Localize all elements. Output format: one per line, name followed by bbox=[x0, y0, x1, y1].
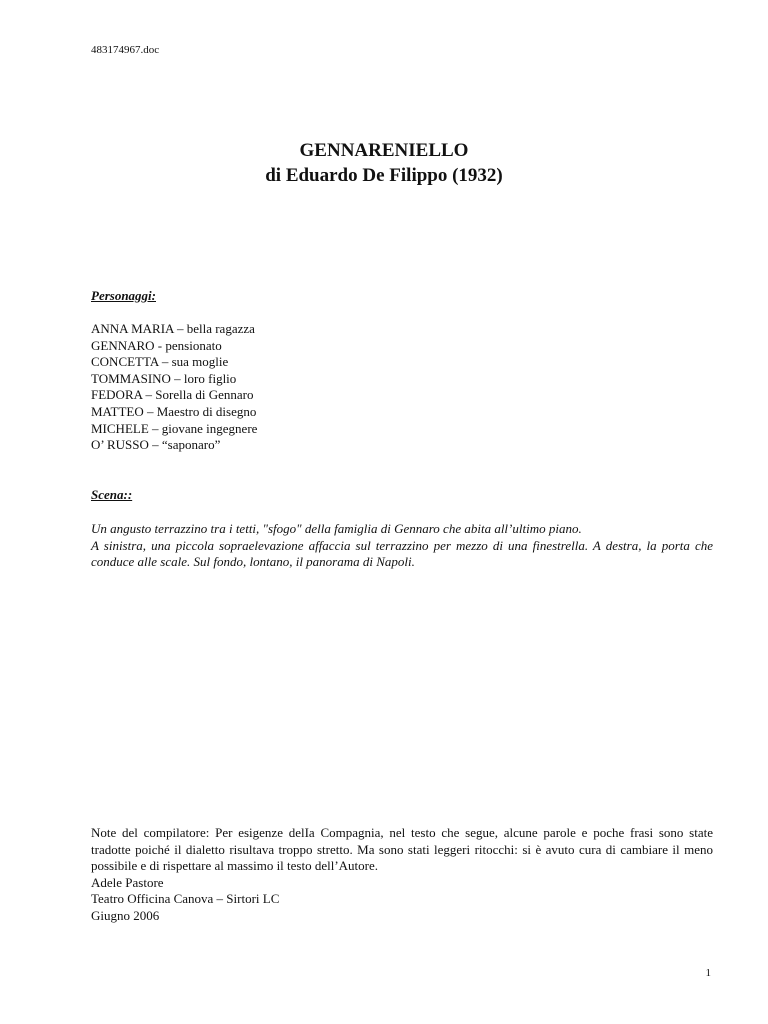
scene-line: A sinistra, una piccola sopraelevazione affaccia sul terrazzino per mezzo di una finestrella. A destra, la porta che conduce alle scale. Sul fondo, lontano, il panorama di Napoli. bbox=[91, 537, 713, 569]
scene-line: Un angusto terrazzino tra i tetti, "sfogo" della famiglia di Gennaro che abita all’ultimo piano. bbox=[91, 521, 582, 536]
character-item: CONCETTA – sua moglie bbox=[91, 354, 229, 370]
notes-paragraph: Note del compilatore: Per esigenze delIa Compagnia, nel testo che segue, alcune parole e poche frasi sono state tradotte poiché il dialetto risultava troppo stretto. Ma sono stati leggeri ritocchi: si è avuto cura di cambiare il meno possibile e di rispettare al massimo il testo dell’Autore. bbox=[91, 825, 713, 873]
notes-date: Giugno 2006 bbox=[91, 907, 160, 923]
compiler-notes bbox=[91, 825, 713, 924]
page-number: 1 bbox=[705, 967, 711, 979]
character-item: ANNA MARIA – bella ragazza bbox=[91, 321, 255, 336]
character-item: O’ RUSSO – “saponaro” bbox=[91, 437, 221, 453]
scene-description bbox=[91, 521, 713, 571]
notes-theater: Teatro Officina Canova – Sirtori LC bbox=[91, 891, 280, 906]
character-item: FEDORA – Sorella di Gennaro bbox=[91, 387, 254, 403]
title-block bbox=[0, 138, 768, 188]
characters-heading: Personaggi: bbox=[91, 288, 156, 303]
play-author-year: di Eduardo De Filippo (1932) bbox=[265, 165, 503, 186]
character-list bbox=[91, 321, 257, 454]
character-item: GENNARO - pensionato bbox=[91, 337, 222, 353]
notes-author: Adele Pastore bbox=[91, 874, 164, 890]
character-item: MATTEO – Maestro di disegno bbox=[91, 403, 257, 419]
character-item: TOMMASINO – loro figlio bbox=[91, 370, 237, 386]
play-title: GENNARENIELLO bbox=[299, 140, 469, 161]
document-filename: 483174967.doc bbox=[91, 44, 160, 56]
scene-heading: Scena:: bbox=[91, 487, 133, 502]
character-item: MICHELE – giovane ingegnere bbox=[91, 420, 258, 436]
